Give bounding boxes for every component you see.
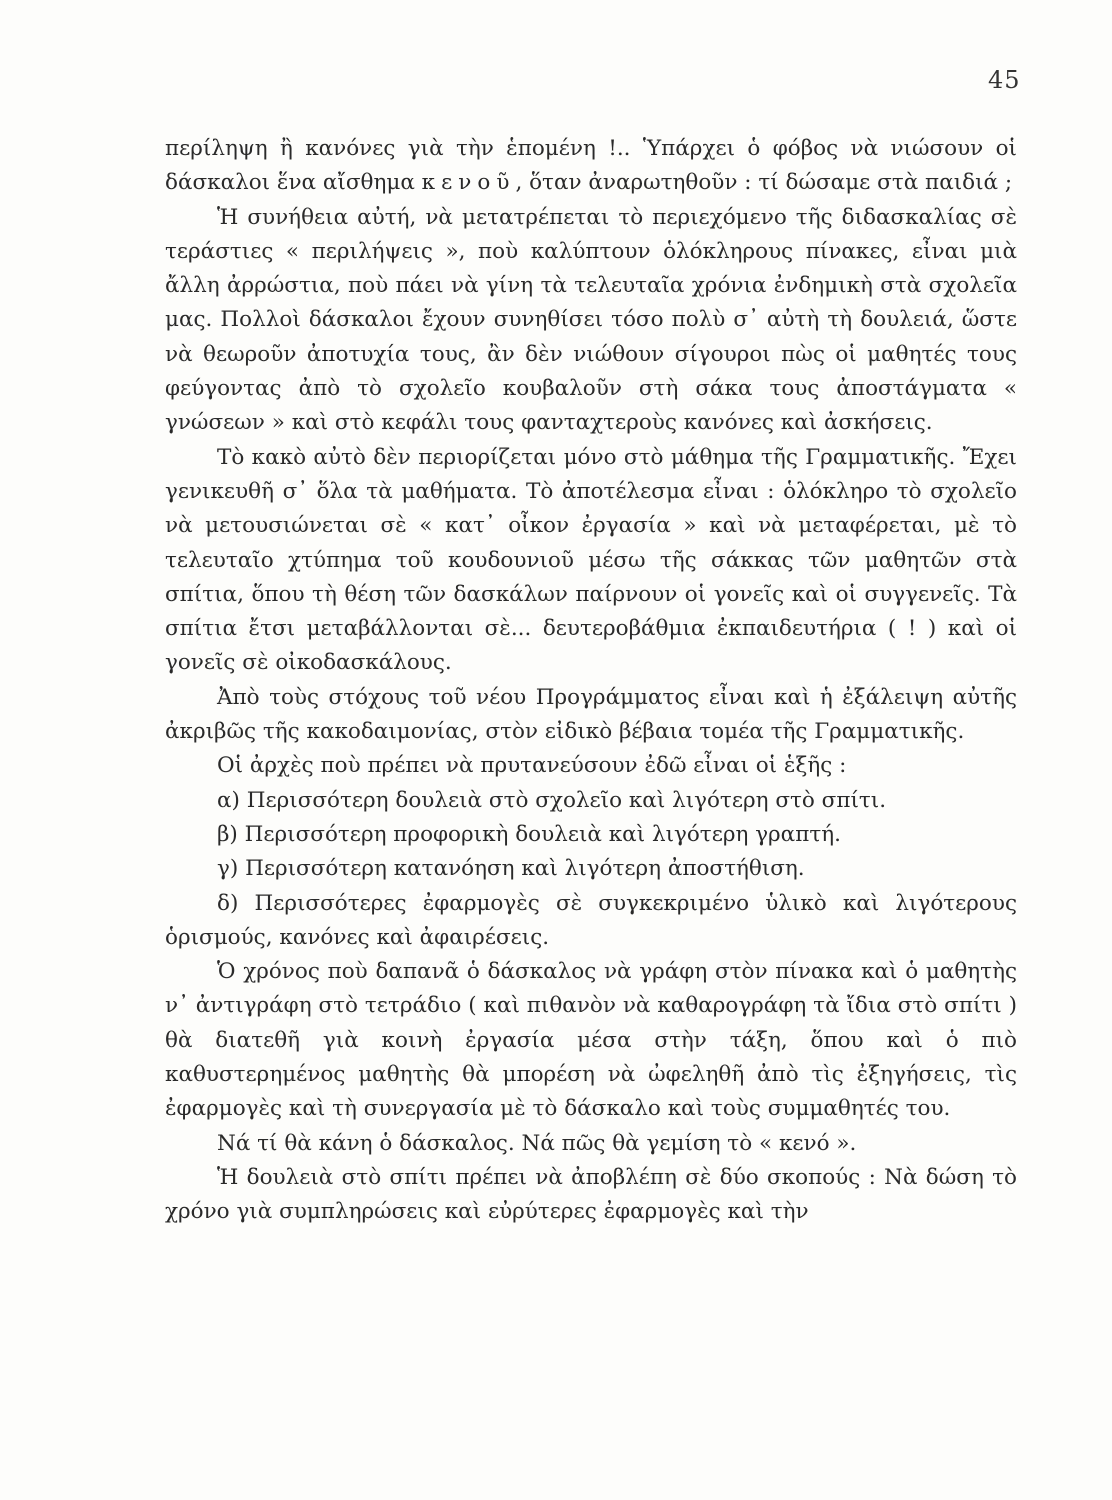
paragraph-continued xyxy=(165,132,1017,201)
text-body xyxy=(165,132,1017,1230)
page-number: 45 xyxy=(988,66,1021,94)
paragraph: Ἡ συνήθεια αὐτή, νὰ μετατρέπεται τὸ περιεχόμενο τῆς διδασκαλίας σὲ τεράστιες « περιλήψεις », ποὺ καλύπτουν ὁλόκληρους πίνακες, εἶναι μιὰ ἄλλη ἀρρώστια, ποὺ πάει νὰ γίνη τὰ τελευταῖα χρόνια ἐνδημικὴ στὰ σχολεῖα μας. Πολλοὶ δάσκαλοι ἔχουν συνηθίσει τόσο πολὺ σ᾽ αὐτὴ τὴ δουλειά, ὥστε νὰ θεωροῦν ἀποτυχία τους, ἂν δὲν νιώθουν σίγουροι πὼς οἱ μαθητές τους φεύγοντας ἀπὸ τὸ σχολεῖο κουβαλοῦν στὴ σάκα τους ἀποστάγματα « γνώσεων » καὶ στὸ κεφάλι τους φανταχτεροὺς κανόνες καὶ ἀσκήσεις. xyxy=(165,204,1017,436)
list-item: δ) Περισσότερες ἐφαρμογὲς σὲ συγκεκριμένο ὑλικὸ καὶ λιγότερους ὁρισμούς, κανόνες καὶ ἀφαιρέσεις. xyxy=(165,890,1017,950)
list-item: β) Περισσότερη προφορικὴ δουλειὰ καὶ λιγότερη γραπτή. xyxy=(217,821,841,847)
paragraph: Νά τί θὰ κάνη ὁ δάσκαλος. Νά πῶς θὰ γεμίση τὸ « κενό ». xyxy=(217,1130,857,1156)
paragraph: Ὁ χρόνος ποὺ δαπανᾶ ὁ δάσκαλος νὰ γράφη στὸν πίνακα καὶ ὁ μαθητὴς ν᾽ ἀντιγράφη στὸ τετράδιο ( καὶ πιθανὸν νὰ καθαρογράφη τὰ ἴδια στὸ σπίτι ) θὰ διατεθῆ γιὰ κοινὴ ἐργασία μέσα στὴν τάξη, ὅπου καὶ ὁ πιὸ καθυστερημένος μαθητὴς θὰ μπορέση νὰ ὠφεληθῆ ἀπὸ τὶς ἐξηγήσεις, τὶς ἐφαρμογὲς καὶ τὴ συνεργασία μὲ τὸ δάσκαλο καὶ τοὺς συμμαθητές του. xyxy=(165,959,1017,1122)
spaced-emphasis: κενοῦ xyxy=(421,170,516,196)
paragraph: Ἡ δουλειὰ στὸ σπίτι πρέπει νὰ ἀποβλέπη σὲ δύο σκοπούς : Νὰ δώση τὸ χρόνο γιὰ συμπληρώσεις καὶ εὐρύτερες ἐφαρμογὲς καὶ τὴν xyxy=(165,1164,1017,1225)
paragraph: Οἱ ἀρχὲς ποὺ πρέπει νὰ πρυτανεύσουν ἐδῶ εἶναι οἱ ἑξῆς : xyxy=(217,753,847,779)
list-item: α) Περισσότερη δουλειὰ στὸ σχολεῖο καὶ λιγότερη στὸ σπίτι. xyxy=(217,787,887,813)
paragraph: Τὸ κακὸ αὐτὸ δὲν περιορίζεται μόνο στὸ μάθημα τῆς Γραμματικῆς. Ἔχει γενικευθῆ σ᾽ ὅλα τὰ μαθήματα. Τὸ ἀποτέλεσμα εἶναι : ὁλόκληρο τὸ σχολεῖο νὰ μετουσιώνεται σὲ « κατ᾽ οἶκον ἐργασία » καὶ νὰ μεταφέρεται, μὲ τὸ τελευταῖο χτύπημα τοῦ κουδουνιοῦ μέσω τῆς σάκκας τῶν μαθητῶν στὰ σπίτια, ὅπου τὴ θέση τῶν δασκάλων παίρνουν οἱ γονεῖς καὶ οἱ συγγενεῖς. Τὰ σπίτια ἔτσι μεταβάλλονται σὲ... δευτεροβάθμια ἐκπαιδευτήρια ( ! ) καὶ οἱ γονεῖς σὲ οἰκοδασκάλους. xyxy=(165,444,1017,676)
paragraph-text: , ὅταν ἀναρωτηθοῦν : τί δώσαμε στὰ παιδιά ; xyxy=(515,170,1013,196)
paragraph: Ἀπὸ τοὺς στόχους τοῦ νέου Προγράμματος εἶναι καὶ ἡ ἐξάλειψη αὐτῆς ἀκριβῶς τῆς κακοδαιμονίας, στὸν εἰδικὸ βέβαια τομέα τῆς Γραμματικῆς. xyxy=(165,684,1017,745)
list-item: γ) Περισσότερη κατανόηση καὶ λιγότερη ἀποστήθιση. xyxy=(217,856,805,882)
paragraph-text: περίληψη ἢ κανόνες γιὰ τὴν ἑπομένη !.. Ὑπάρχει ὁ φόβος νὰ νιώσουν οἱ δάσκαλοι ἕνα αἴσθημα xyxy=(165,136,1017,196)
